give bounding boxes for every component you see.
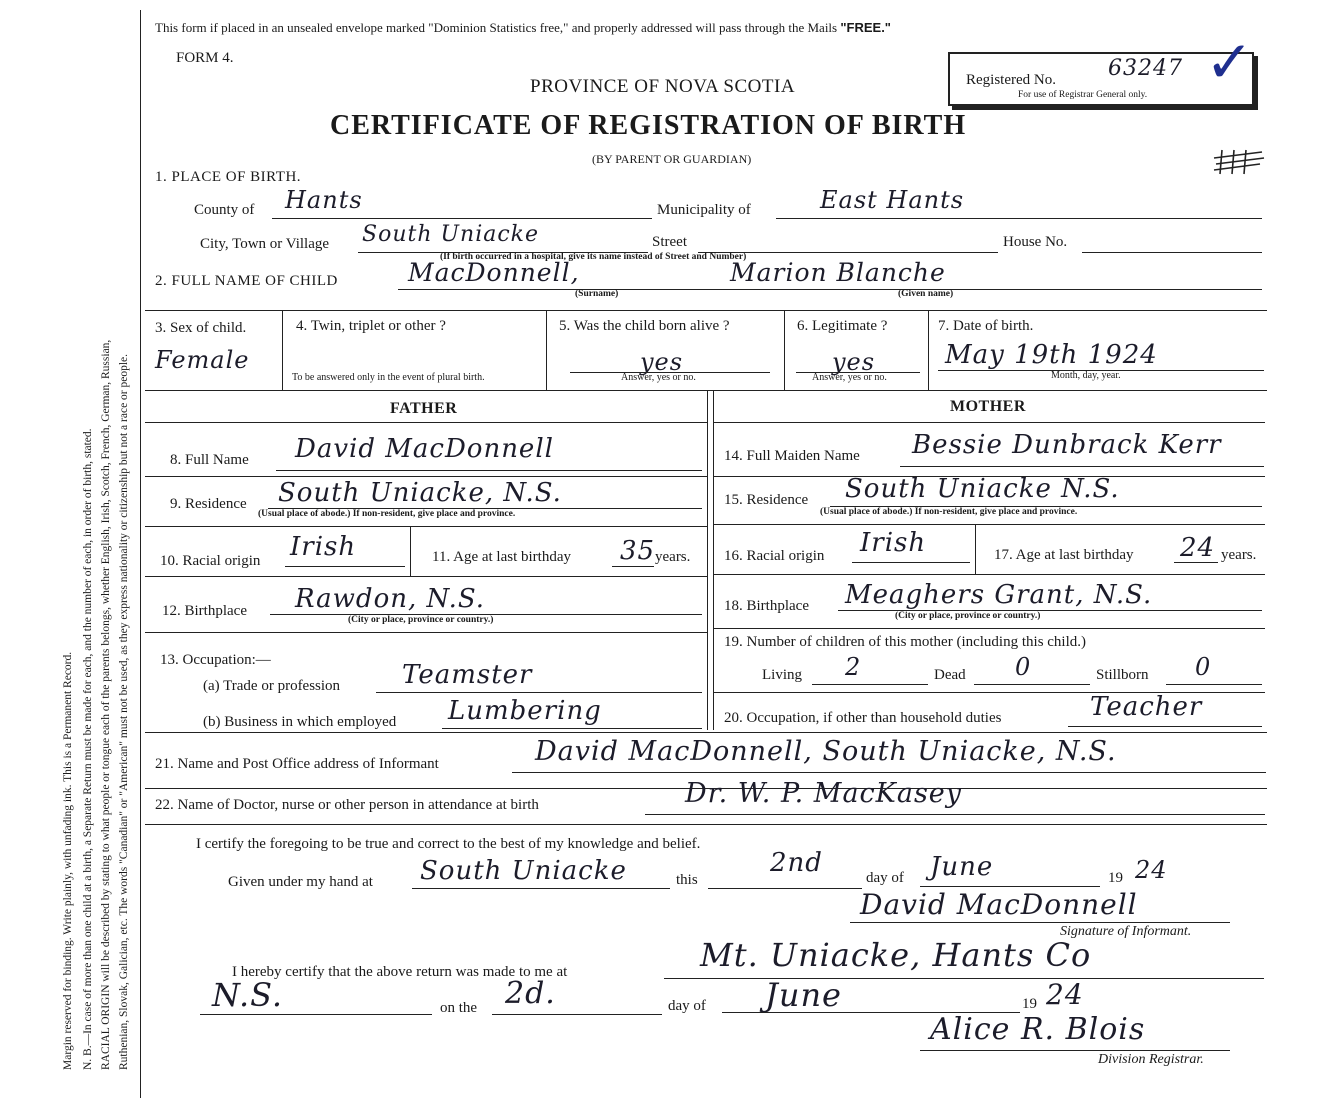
certify-place-line (412, 888, 670, 889)
certify-day-of-label: day of (866, 870, 904, 886)
registrar-month-value: June (765, 976, 842, 1014)
twin-note: To be answered only in the event of plural birth. (292, 372, 485, 383)
municipality-value: East Hants (820, 186, 965, 214)
father-age-value: 35 (620, 536, 656, 566)
certificate-subtitle: (BY PARENT OR GUARDIAN) (592, 152, 752, 166)
father-row1-rule (145, 476, 707, 477)
margin-nb-note: N. B.—In case of more than one child at a birth, a Separate Return must be made for each, and the number of each, in order of birth, stated. (82, 428, 94, 1070)
mother-row4-rule (713, 628, 1265, 629)
informant-value: David MacDonnell, South Uniacke, N.S. (535, 736, 1117, 767)
father-residence-label: 9. Residence (170, 496, 247, 512)
registrar-day-line (492, 1014, 662, 1015)
registrar-signature: Alice R. Blois (930, 1012, 1146, 1047)
certificate-title: CERTIFICATE OF REGISTRATION OF BIRTH (330, 110, 967, 141)
father-name-line (276, 470, 702, 471)
dob-label: 7. Date of birth. (938, 318, 1034, 334)
certify-year-suffix: 24 (1135, 856, 1168, 884)
father-residence-note: (Usual place of abode.) If non-resident, give place and province. (258, 509, 516, 519)
dob-note: Month, day, year. (1051, 370, 1121, 381)
scribble-mark-icon (1212, 148, 1267, 176)
mother-age-line (1174, 562, 1218, 563)
doctor-label: 22. Name of Doctor, nurse or other person in attendance at birth (155, 797, 539, 813)
parents-divider (707, 390, 708, 730)
mother-row2-rule (713, 524, 1265, 525)
registered-number: 63247 (1108, 56, 1183, 81)
mother-age-value: 24 (1180, 533, 1216, 563)
county-line (272, 218, 652, 219)
registrar-year-suffix: 24 (1046, 978, 1084, 1011)
father-row4-rule (145, 632, 707, 633)
father-age-line (612, 566, 654, 567)
father-age-divider (410, 526, 411, 576)
mother-name-line (900, 466, 1264, 467)
row3-divider-2 (546, 310, 547, 390)
father-heading-rule (145, 422, 707, 423)
father-racial-value: Irish (290, 532, 357, 562)
division-registrar-caption: Division Registrar. (1098, 1052, 1204, 1067)
registrar-on-the-label: on the (440, 1000, 478, 1016)
registrar-day-of-label: day of (668, 998, 706, 1014)
born-alive-note: Answer, yes or no. (621, 372, 696, 383)
informant-line (512, 772, 1266, 773)
father-row2-rule (145, 526, 707, 527)
doctor-bottom-rule (145, 824, 1267, 825)
mother-name-value: Bessie Dunbrack Kerr (912, 430, 1222, 460)
row3-divider-1 (282, 310, 283, 390)
mother-heading-rule (713, 422, 1265, 423)
mother-residence-label: 15. Residence (724, 492, 809, 508)
born-alive-value: yes (640, 348, 684, 376)
mother-residence-note: (Usual place of abode.) If non-resident, give place and province. (820, 507, 1078, 517)
surname-caption: (Surname) (575, 289, 619, 299)
certify-year-prefix: 19 (1108, 870, 1123, 886)
signature-of-informant-caption: Signature of Informant. (1060, 924, 1192, 939)
father-business-label: (b) Business in which employed (203, 714, 397, 730)
father-business-value: Lumbering (448, 696, 602, 726)
certify-this-label: this (676, 872, 698, 888)
doctor-line (645, 814, 1265, 815)
mother-living-label: Living (762, 667, 802, 683)
margin-racial-note-1: RACIAL ORIGIN will be described by stating to what people or tongue each of the parents belongs, whether English, Irish, Scotch, French, German, Russian, (100, 339, 112, 1070)
mother-stillborn-value: 0 (1195, 653, 1212, 681)
mother-occupation-line (1068, 726, 1262, 727)
child-surname: MacDonnell, (408, 258, 580, 287)
legitimate-label: 6. Legitimate ? (797, 318, 888, 334)
father-name-label: 8. Full Name (170, 452, 249, 468)
mother-birthplace-label: 18. Birthplace (724, 598, 809, 614)
row3-divider-4 (928, 310, 929, 390)
row3-bottom-rule (145, 390, 1267, 391)
registrar-general-note: For use of Registrar General only. (1018, 90, 1148, 100)
mother-name-label: 14. Full Maiden Name (724, 448, 860, 464)
certify-statement: I certify the foregoing to be true and correct to the best of my knowledge and belief. (196, 836, 701, 852)
mother-dead-value: 0 (1015, 653, 1032, 681)
father-trade-label: (a) Trade or profession (203, 678, 341, 694)
legitimate-note: Answer, yes or no. (812, 372, 887, 383)
municipality-label: Municipality of (657, 202, 751, 218)
mother-living-line (812, 684, 928, 685)
father-name-value: David MacDonnell (295, 434, 554, 464)
certify-month-line (920, 886, 1100, 887)
father-business-line (442, 728, 702, 729)
father-trade-line (376, 692, 702, 693)
born-alive-label: 5. Was the child born alive ? (559, 318, 730, 334)
margin-rule (140, 10, 141, 1098)
sex-label: 3. Sex of child. (155, 320, 247, 336)
mother-years-label: years. (1221, 547, 1257, 563)
municipality-line (776, 218, 1262, 219)
given-under-hand-label: Given under my hand at (228, 874, 373, 890)
registrar-signature-line (920, 1050, 1230, 1051)
informant-signature-line (850, 922, 1230, 923)
child-name-line (398, 289, 1262, 290)
mother-birthplace-note: (City or place, province or country.) (895, 611, 1041, 621)
legitimate-value: yes (832, 348, 876, 376)
father-racial-line (285, 566, 405, 567)
mother-residence-value: South Uniacke N.S. (845, 474, 1120, 504)
parents-divider-2 (713, 390, 714, 730)
informant-signature: David MacDonnell (860, 888, 1138, 921)
registrar-place-value: Mt. Uniacke, Hants Co (700, 936, 1092, 974)
mail-notice: This form if placed in an unsealed envelope marked "Dominion Statistics free," and properly addressed will pass through the Mails "FREE." (155, 20, 891, 35)
father-row3-rule (145, 576, 707, 577)
mother-occupation-value: Teacher (1090, 692, 1203, 722)
registrar-place-line (664, 978, 1264, 979)
certify-day-value: 2nd (770, 848, 823, 878)
registered-label: Registered No. (966, 72, 1056, 88)
father-trade-value: Teamster (402, 660, 533, 690)
child-given-name: Marion Blanche (730, 258, 946, 287)
mother-age-label: 17. Age at last birthday (994, 547, 1134, 563)
dob-value: May 19th 1924 (945, 340, 1158, 370)
registrar-day-value: 2d. (505, 976, 556, 1011)
county-value: Hants (285, 186, 363, 214)
margin-racial-note-2: Ruthenian, Slovak, Galician, etc. The words "Canadian" or "American" must not be used, as they express nationality or citizenship but not a race or people. (118, 353, 130, 1070)
mother-dead-line (974, 684, 1090, 685)
mother-living-value: 2 (845, 653, 862, 681)
certify-month-value: June (930, 852, 994, 882)
street-label: Street (652, 234, 687, 250)
city-label: City, Town or Village (200, 236, 330, 252)
mother-stillborn-line (1166, 684, 1262, 685)
mother-racial-value: Irish (860, 528, 927, 558)
given-name-caption: (Given name) (898, 289, 954, 299)
city-value: South Uniacke (362, 222, 540, 247)
mother-row3-rule (713, 574, 1265, 575)
child-name-label: 2. FULL NAME OF CHILD (155, 273, 338, 289)
father-residence-value: South Uniacke, N.S. (278, 478, 562, 508)
father-years-label: years. (655, 549, 691, 565)
father-racial-label: 10. Racial origin (160, 553, 261, 569)
registrar-year-prefix: 19 (1022, 996, 1037, 1012)
form-number: FORM 4. (176, 50, 234, 66)
twin-label: 4. Twin, triplet or other ? (296, 318, 446, 334)
father-birthplace-note: (City or place, province or country.) (348, 615, 494, 625)
house-label: House No. (1003, 234, 1068, 250)
place-of-birth-heading: 1. PLACE OF BIRTH. (155, 169, 302, 185)
father-birthplace-label: 12. Birthplace (162, 603, 247, 619)
registrar-place2-line (200, 1014, 432, 1015)
father-occupation-label: 13. Occupation:— (160, 652, 271, 668)
father-age-label: 11. Age at last birthday (432, 549, 571, 565)
parents-bottom-rule (145, 732, 1267, 733)
mother-dead-label: Dead (934, 667, 966, 683)
informant-label: 21. Name and Post Office address of Informant (155, 756, 439, 772)
margin-binding-note: Margin reserved for binding. Write plainly, with unfading ink. This is a Permanent Record. (62, 651, 74, 1070)
mother-racial-line (852, 562, 970, 563)
mother-stillborn-label: Stillborn (1096, 667, 1149, 683)
father-heading: FATHER (390, 400, 458, 417)
registrar-statement: I hereby certify that the above return was made to me at (232, 964, 568, 980)
sex-value: Female (155, 346, 250, 374)
doctor-value: Dr. W. P. MacKasey (685, 778, 963, 809)
checkmark-icon: ✓ (1205, 28, 1254, 96)
county-label: County of (194, 202, 255, 218)
certify-place-value: South Uniacke (420, 856, 627, 886)
mother-age-divider (975, 524, 976, 574)
row3-divider-3 (784, 310, 785, 390)
certify-day-line (708, 888, 862, 889)
province-heading: PROVINCE OF NOVA SCOTIA (530, 76, 796, 97)
mother-occupation-label: 20. Occupation, if other than household duties (724, 710, 1002, 726)
hospital-note: (If birth occurred in a hospital, give its name instead of Street and Number) (440, 252, 747, 262)
house-line (1082, 252, 1262, 253)
row3-top-rule (145, 310, 1267, 311)
mother-children-label: 19. Number of children of this mother (including this child.) (724, 634, 1087, 650)
mother-heading: MOTHER (950, 398, 1026, 415)
mother-birthplace-value: Meaghers Grant, N.S. (845, 580, 1153, 610)
mother-racial-label: 16. Racial origin (724, 548, 825, 564)
registrar-place2-value: N.S. (212, 976, 284, 1014)
father-birthplace-value: Rawdon, N.S. (295, 584, 486, 614)
